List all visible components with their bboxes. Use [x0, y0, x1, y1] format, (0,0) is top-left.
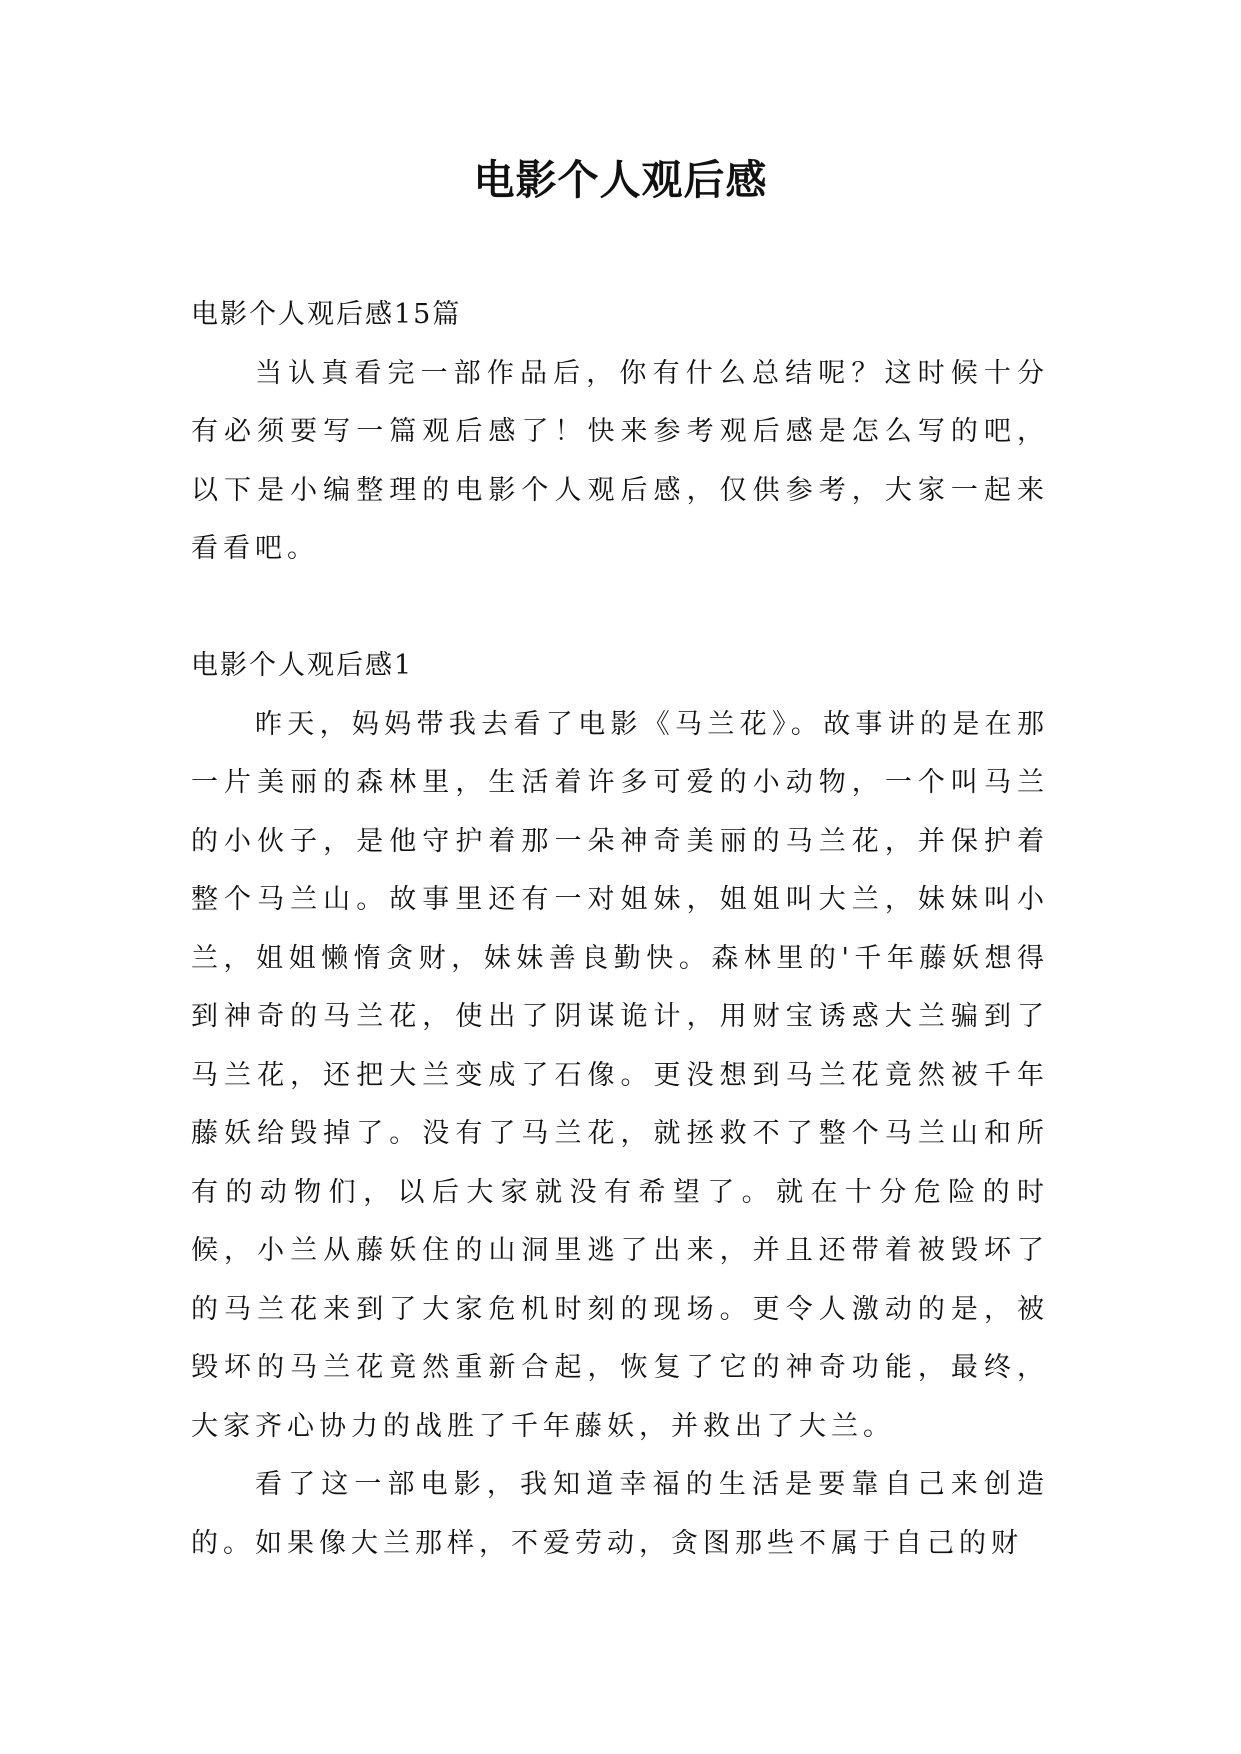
intro-paragraph: 当认真看完一部作品后，你有什么总结呢？这时候十分有必须要写一篇观后感了！快来参考观后感是怎么写的吧，以下是小编整理的电影个人观后感，仅供参考，大家一起来看看吧。 — [191, 357, 1049, 564]
section-heading: 电影个人观后感1 — [191, 650, 414, 681]
document-title: 电影个人观后感 — [473, 156, 768, 204]
body-paragraph-2: 看了这一部电影，我知道幸福的生活是要靠自己来创造的。如果像大兰那样，不爱劳动，贪图那些不属于自己的财 — [191, 1469, 1049, 1559]
collection-heading: 电影个人观后感15篇 — [191, 299, 462, 330]
paragraph-spacer — [191, 579, 1049, 638]
document-body — [191, 286, 1049, 1573]
body-paragraph-1: 昨天，妈妈带我去看了电影《马兰花》。故事讲的是在那一片美丽的森林里，生活着许多可爱的小动物，一个叫马兰的小伙子，是他守护着那一朵神奇美丽的马兰花，并保护着整个马兰山。故事里还有一对姐妹，姐姐叫大兰，妹妹叫小兰，姐姐懒惰贪财，妹妹善良勤快。森林里的'千年藤妖想得到神奇的马兰花，使出了阴谋诡计，用财宝诱惑大兰骗到了马兰花，还把大兰变成了石像。更没想到马兰花竟然被千年藤妖给毁掉了。没有了马兰花，就拯救不了整个马兰山和所有的动物们，以后大家就没有希望了。就在十分危险的时候，小兰从藤妖住的山洞里逃了出来，并且还带着被毁坏了的马兰花来到了大家危机时刻的现场。更令人激动的是，被毁坏的马兰花竟然重新合起，恢复了它的神奇功能，最终，大家齐心协力的战胜了千年藤妖，并救出了大兰。 — [191, 708, 1049, 1442]
